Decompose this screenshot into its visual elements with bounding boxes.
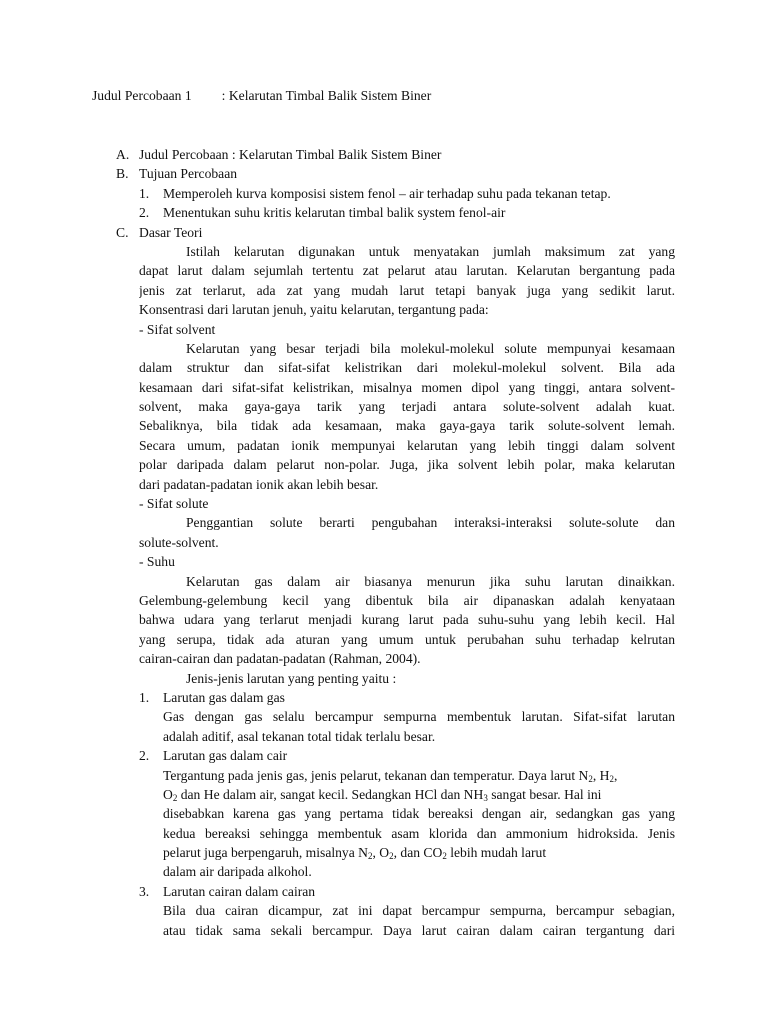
paragraph-line: [0, 707, 768, 726]
text-run: pelarut juga berpengaruh, misalnya N: [163, 845, 368, 861]
paragraph-line: [0, 339, 768, 358]
paragraph-line: [0, 261, 768, 280]
section-c-text: Dasar Teori: [139, 224, 203, 240]
section-c-label: C.: [116, 224, 129, 240]
list-item-num: 3.: [139, 883, 150, 899]
paragraph-line: [0, 397, 768, 416]
text-line: [163, 785, 601, 804]
text-run: , O: [372, 845, 390, 861]
text-run: ,: [613, 767, 618, 783]
subscript: 2: [367, 851, 373, 862]
paragraph-line: [0, 533, 768, 552]
list-item-title: Larutan gas dalam gas: [163, 689, 285, 705]
text-line: Kelarutan gas dalam air biasanya menurun jika suhu larutan dinaikkan.: [186, 573, 675, 589]
objective-2-text: Menentukan suhu kritis kelarutan timbal balik system fenol-air: [163, 205, 506, 221]
text-line: Kelarutan yang besar terjadi bila molekul-molekul solute mempunyai kesamaan: [186, 340, 675, 356]
section-a: [0, 145, 768, 164]
subscript: 2: [172, 792, 178, 803]
paragraph-line: [0, 300, 768, 319]
section-b-label: B.: [116, 166, 129, 182]
text-line: Secara umum, padatan ionik mempunyai kelarutan yang lebih tinggi dalam solvent: [139, 437, 675, 453]
subscript: 3: [483, 792, 488, 803]
text-run: sangat besar. Hal ini: [487, 786, 602, 802]
subscript: 2: [389, 851, 394, 862]
section-c: [0, 223, 768, 242]
text-line: jenis zat terlarut, ada zat yang mudah larut tetapi banyak juga yang sedikit larut.: [139, 282, 675, 298]
experiment-header: [92, 88, 431, 104]
subscript: 2: [442, 851, 447, 862]
text-line: Bila dua cairan dicampur, zat ini dapat bercampur sempurna, bercampur sebagian,: [163, 903, 675, 919]
text-line: kesamaan dari sifat-sifat kelistrikan, misalnya momen dipol yang tinggi, antara solvent-: [139, 379, 675, 395]
paragraph-line: [0, 804, 768, 823]
paragraph-line: [0, 591, 768, 610]
paragraph-line: [0, 630, 768, 649]
text-line: polar daripada dalam pelarut non-polar. Juga, jika solvent lebih polar, maka kelarutan: [139, 457, 675, 473]
paragraph-line: [0, 610, 768, 629]
header-label: Judul Percobaan 1: [92, 88, 192, 103]
text-line: [163, 766, 617, 785]
paragraph-line: [0, 358, 768, 377]
text-line: yang serupa, tidak ada aturan yang umum untuk perubahan suhu terhadap kelrutan: [139, 631, 675, 647]
list-item-title: Larutan gas dalam cair: [163, 748, 288, 764]
paragraph-line: [0, 436, 768, 455]
text-line: [163, 843, 546, 862]
subheading-solvent: [0, 320, 768, 339]
text-line: Jenis-jenis larutan yang penting yaitu :: [186, 670, 397, 686]
text-line: Gas dengan gas selalu bercampur sempurna membentuk larutan. Sifat-sifat larutan: [163, 709, 675, 725]
paragraph-line: [0, 727, 768, 746]
subheading-solute: [0, 494, 768, 513]
text-line: bahwa udara yang terlarut menjadi kurang larut pada suhu-suhu yang lebih kecil. Hal: [139, 612, 675, 628]
paragraph-line: [0, 281, 768, 300]
list-item-title: Larutan cairan dalam cairan: [163, 883, 316, 899]
text-line: adalah aditif, asal tekanan total tidak terlalu besar.: [163, 728, 436, 744]
objective-2: [0, 203, 768, 222]
text-line: Penggantian solute berarti pengubahan interaksi-interaksi solute-solute dan: [186, 515, 675, 531]
text-run: Tergantung pada jenis gas, jenis pelarut, tekanan dan temperatur. Daya larut N: [163, 767, 589, 783]
objective-2-num: 2.: [139, 205, 150, 221]
text-line: Sebaliknya, bila tidak ada kesamaan, maka gaya-gaya tarik solute-solvent lemah.: [139, 418, 675, 434]
text-run: , H: [592, 767, 610, 783]
objective-1-num: 1.: [139, 185, 150, 201]
text-line: disebabkan karena gas yang pertama tidak bereaksi dengan air, sedangkan gas yang: [163, 806, 675, 822]
text-run: O: [163, 786, 173, 802]
paragraph-line: [0, 766, 768, 785]
text-line: dapat larut dalam sejumlah tertentu zat pelarut atau larutan. Kelarutan bergantung pada: [139, 263, 675, 279]
paragraph-line: [0, 649, 768, 668]
paragraph-line: [0, 901, 768, 920]
section-a-label: A.: [116, 147, 130, 162]
text-run: lebih mudah larut: [446, 845, 547, 861]
paragraph-line: [0, 572, 768, 591]
paragraph-line: [0, 824, 768, 843]
subscript: 2: [588, 773, 593, 784]
subheading-text: - Sifat solvent: [139, 321, 216, 337]
text-line: solvent, maka gaya-gaya tarik yang terjadi antara solute-solvent adalah kuat.: [139, 399, 675, 415]
section-a-text: Judul Percobaan : Kelarutan Timbal Balik Sistem Biner: [139, 147, 442, 162]
paragraph-line: [0, 378, 768, 397]
paragraph-line: [0, 843, 768, 862]
text-line: dalam air daripada alkohol.: [163, 864, 312, 880]
section-b-text: Tujuan Percobaan: [139, 166, 238, 182]
paragraph-line: [0, 921, 768, 940]
text-line: Istilah kelarutan digunakan untuk menyatakan jumlah maksimum zat yang: [186, 243, 675, 259]
text-line: dalam struktur dan sifat-sifat kelistrikan dari molekul-molekul solvent. Bila ada: [139, 360, 675, 376]
list-item-num: 1.: [139, 689, 150, 705]
objective-1: [0, 184, 768, 203]
list-item-num: 2.: [139, 748, 150, 764]
document-body: [0, 145, 768, 940]
paragraph-line: [0, 242, 768, 261]
list-item-3: [0, 882, 768, 901]
paragraph-line: [0, 669, 768, 688]
text-line: solute-solvent.: [139, 534, 219, 550]
subheading-text: - Sifat solute: [139, 496, 209, 512]
header-value: : Kelarutan Timbal Balik Sistem Biner: [221, 88, 432, 103]
paragraph-line: [0, 513, 768, 532]
text-line: dari padatan-padatan ionik akan lebih besar.: [139, 476, 379, 492]
list-item-2: [0, 746, 768, 765]
paragraph-line: [0, 416, 768, 435]
paragraph-line: [0, 862, 768, 881]
paragraph-line: [0, 475, 768, 494]
subheading-suhu: [0, 552, 768, 571]
text-line: Konsentrasi dari larutan jenuh, yaitu kelarutan, tergantung pada:: [139, 302, 489, 318]
text-run: , dan CO: [393, 845, 443, 861]
paragraph-line: [0, 455, 768, 474]
text-line: atau tidak sama sekali bercampur. Daya larut cairan dalam cairan tergantung dari: [163, 922, 675, 938]
text-line: kedua bereaksi sehingga membentuk asam klorida dan ammonium hidroksida. Jenis: [163, 825, 675, 841]
objective-1-text: Memperoleh kurva komposisi sistem fenol – air terhadap suhu pada tekanan tetap.: [163, 185, 611, 201]
subscript: 2: [609, 773, 614, 784]
text-run: dan He dalam air, sangat kecil. Sedangkan HCl dan NH: [177, 786, 484, 802]
text-line: cairan-cairan dan padatan-padatan (Rahman, 2004).: [139, 651, 421, 667]
paragraph-line: [0, 785, 768, 804]
list-item-1: [0, 688, 768, 707]
section-b: [0, 164, 768, 183]
subheading-text: - Suhu: [139, 554, 175, 570]
text-line: Gelembung-gelembung kecil yang dibentuk bila air dipanaskan adalah kenyataan: [139, 592, 675, 608]
